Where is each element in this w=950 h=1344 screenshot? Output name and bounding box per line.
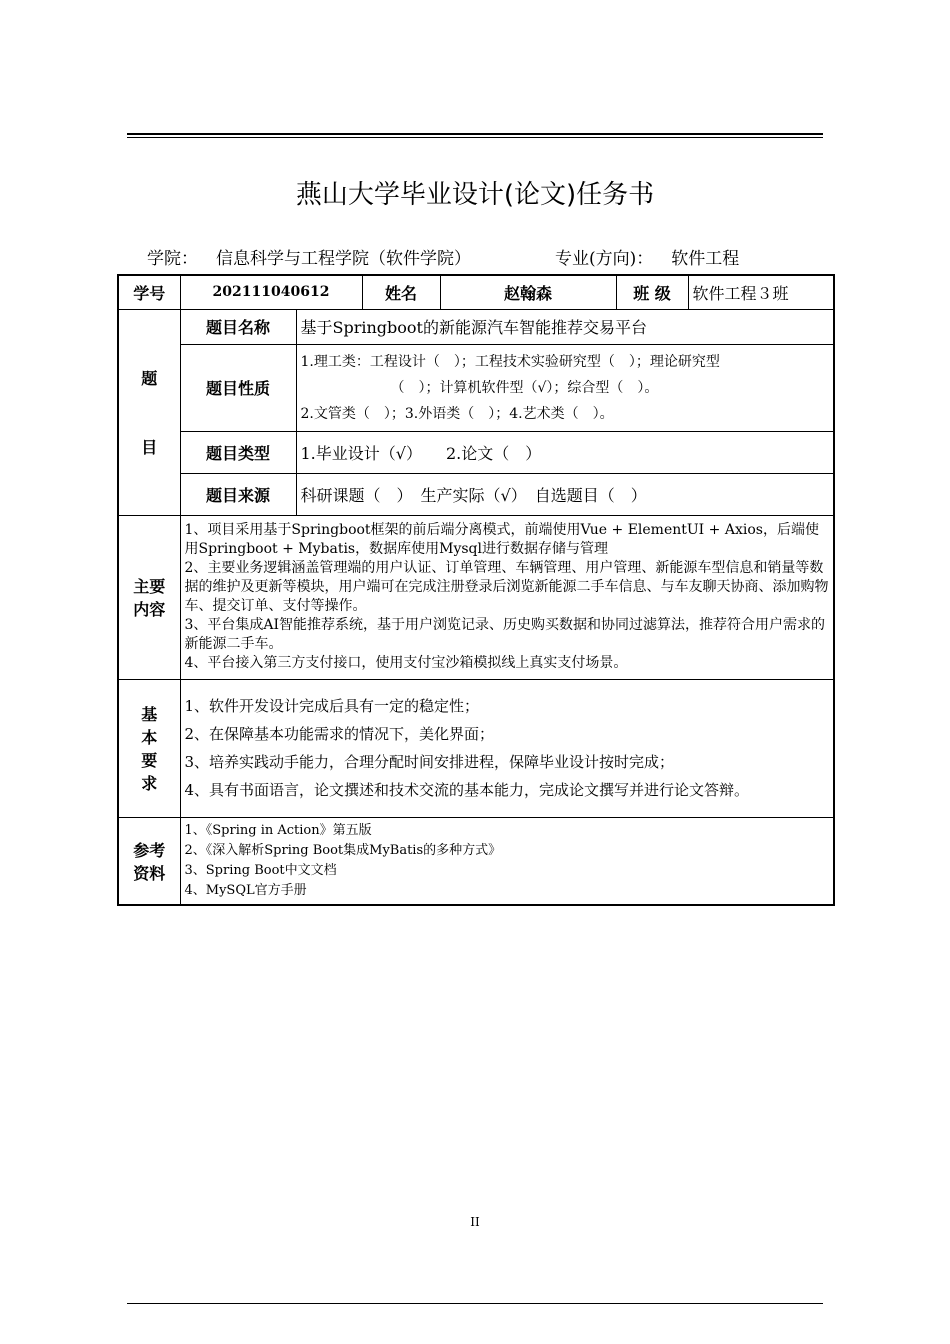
name-value: 赵翰森 xyxy=(440,275,616,309)
topic-type-value: 1.毕业设计（√） 2.论文（ ） xyxy=(296,431,834,473)
task-table xyxy=(117,274,835,906)
class-label: 班 级 xyxy=(616,275,688,309)
requirement-line: 3、培养实践动手能力，合理分配时间安排进程，保障毕业设计按时完成； xyxy=(184,753,675,771)
reference-line: 1、《Spring in Action》第五版 xyxy=(184,822,372,838)
main-content-row xyxy=(118,515,834,679)
content-line: 2、主要业务逻辑涵盖管理端的用户认证、订单管理、车辆管理、用户管理、新能源车型信息和销量等数据的维护及更新等模块，用户端可在完成注册登录后浏览新能源二手车信息、与车友聊天协商、添加购物车、提交订单、支付等操作。 xyxy=(184,560,829,614)
footer-rule xyxy=(127,1303,823,1304)
requirements-row xyxy=(118,679,834,817)
topic-name-value: 基于Springboot的新能源汽车智能推荐交易平台 xyxy=(296,309,834,344)
topic-nature-label: 题目性质 xyxy=(180,344,296,431)
document-title: 燕山大学毕业设计(论文)任务书 xyxy=(295,180,655,210)
content-line: 1、项目采用基于Springboot框架的前后端分离模式，前端使用Vue + ElementUI + Axios，后端使用Springboot + Mybatis，数据库使用Mysql进行数据存储与管理 xyxy=(184,522,819,557)
requirement-line: 2、在保障基本功能需求的情况下，美化界面； xyxy=(184,725,495,743)
reference-line: 3、Spring Boot中文文档 xyxy=(184,862,337,878)
class-value: 软件工程３班 xyxy=(688,275,834,309)
student-id-value: 202111040612 xyxy=(180,275,362,309)
reference-line: 2、《深入解析Spring Boot集成MyBatis的多种方式》 xyxy=(184,842,502,858)
topic-source-value: 科研课题（ ） 生产实际（√） 自选题目（ ） xyxy=(296,473,834,515)
topic-type-label: 题目类型 xyxy=(180,431,296,473)
college-value: 信息科学与工程学院（软件学院） xyxy=(216,249,471,269)
student-id-label: 学号 xyxy=(118,275,180,309)
page-number: II xyxy=(470,1215,480,1229)
requirement-line: 4、具有书面语言，论文撰述和技术交流的基本能力，完成论文撰写并进行论文答辩。 xyxy=(184,781,750,799)
content-line: 3、平台集成AI智能推荐系统，基于用户浏览记录、历史购买数据和协同过滤算法，推荐符合用户需求的新能源二手车。 xyxy=(184,617,826,652)
topic-source-label: 题目来源 xyxy=(180,473,296,515)
topic-nature-value: 1.理工类：工程设计（ ）；工程技术实验研究型（ ）；理论研究型 （ ）；计算机软件型（√）；综合型（ ）。 2.文管类（ ）；3.外语类（ ）；4.艺术类（ ）。 xyxy=(296,344,834,431)
student-info-row xyxy=(118,275,834,309)
topic-group-label: 题 目 xyxy=(118,309,180,515)
college-info xyxy=(147,244,471,269)
topic-name-label: 题目名称 xyxy=(180,309,296,344)
major-info xyxy=(555,244,739,269)
topic-type-row xyxy=(118,431,834,473)
main-content-text xyxy=(180,515,834,679)
references-text xyxy=(180,817,834,905)
major-value: 软件工程 xyxy=(671,249,740,269)
references-label: 参考 资料 xyxy=(118,817,180,905)
major-label: 专业(方向)： xyxy=(555,249,654,269)
requirement-line: 1、软件开发设计完成后具有一定的稳定性； xyxy=(184,697,480,715)
college-label: 学院： xyxy=(147,249,198,269)
name-label: 姓名 xyxy=(362,275,440,309)
header-double-rule-thin xyxy=(127,137,823,138)
requirements-text xyxy=(180,679,834,817)
header-double-rule-thick xyxy=(127,133,823,135)
reference-line: 4、MySQL官方手册 xyxy=(184,882,307,898)
topic-nature-row xyxy=(118,344,834,431)
content-line: 4、平台接入第三方支付接口，使用支付宝沙箱模拟线上真实支付场景。 xyxy=(184,655,628,671)
topic-source-row xyxy=(118,473,834,515)
requirements-label: 基 本 要 求 xyxy=(118,679,180,817)
main-content-label: 主要 内容 xyxy=(118,515,180,679)
references-row xyxy=(118,817,834,905)
topic-name-row xyxy=(118,309,834,344)
